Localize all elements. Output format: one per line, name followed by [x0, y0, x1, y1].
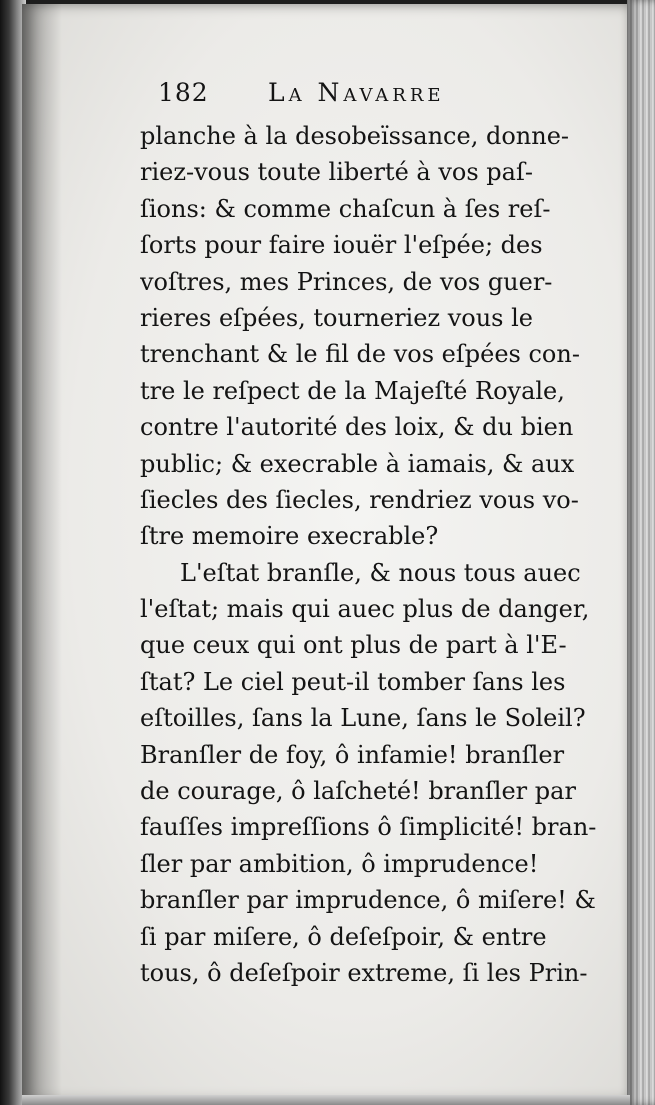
- text-line: tre le reſpect de la Majeſté Royale,: [140, 376, 565, 405]
- running-head: [140, 78, 605, 118]
- paragraph-start-line: L'eſtat branſle, & nous tous auec: [180, 558, 581, 587]
- text-line: eſtoilles, ſans la Lune, ſans le Soleil?: [140, 704, 586, 733]
- text-line: tous, ô deſeſpoir extreme, ſi les Prin-: [140, 958, 588, 987]
- body-text: [140, 118, 605, 991]
- text-line: ſler par ambition, ô imprudence!: [140, 849, 539, 878]
- text-line: que ceux qui ont plus de part à l'E-: [140, 631, 567, 660]
- fore-edge-pages: [627, 0, 655, 1105]
- text-block: [140, 78, 605, 991]
- bottom-edge: [22, 1095, 630, 1105]
- text-line: ſions: & comme chaſcun à ſes reſ-: [140, 194, 551, 223]
- text-line: contre l'autorité des loix, & du bien: [140, 413, 574, 442]
- text-line: fauſſes impreſſions ô ſimplicité! bran-: [140, 813, 597, 842]
- text-line: ſtat? Le ciel peut-il tomber ſans les: [140, 667, 566, 696]
- text-line: ſtre memoire execrable?: [140, 522, 439, 551]
- text-line: rieres eſpées, tourneriez vous le: [140, 303, 533, 332]
- text-line: ſi par miſere, ô deſeſpoir, & entre: [140, 922, 547, 951]
- text-line: ſiecles des ſiecles, rendriez vous vo-: [140, 485, 579, 514]
- binding-shadow: [22, 4, 62, 1102]
- text-line: ſorts pour faire iouër l'eſpée; des: [140, 231, 543, 260]
- text-line: branſler par imprudence, ô miſere! &: [140, 886, 596, 915]
- text-line: riez-vous toute liberté à vos paſ-: [140, 158, 533, 187]
- text-line: l'eſtat; mais qui auec plus de danger,: [140, 595, 590, 624]
- text-line: planche à la desobeïssance, donne-: [140, 122, 569, 150]
- text-line: de courage, ô laſcheté! branſler par: [140, 777, 576, 806]
- text-line: trenchant & le fil de vos eſpées con-: [140, 340, 580, 369]
- page-number: 182: [158, 78, 209, 107]
- text-line: voſtres, mes Princes, de vos guer-: [140, 267, 553, 296]
- text-line: public; & execrable à iamais, & aux: [140, 449, 575, 478]
- text-line: Branſler de foy, ô infamie! branſler: [140, 740, 565, 769]
- running-title: La Navarre: [268, 78, 445, 107]
